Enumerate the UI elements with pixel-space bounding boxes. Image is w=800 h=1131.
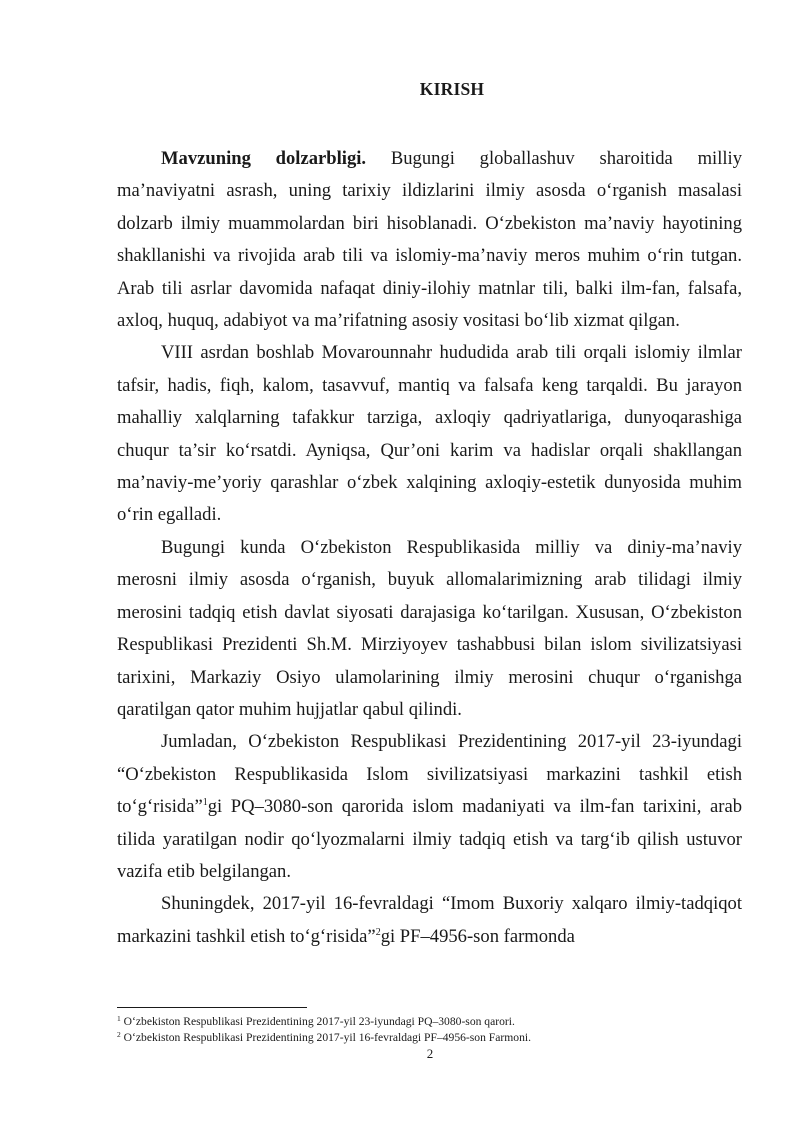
- body-text: [117, 143, 742, 953]
- footnote-text: O‘zbekiston Respublikasi Prezidentining 2017-yil 16-fevraldagi PF–4956-son Farmoni.: [120, 1031, 531, 1044]
- paragraph-history: [117, 337, 742, 531]
- paragraph-resolution: [117, 726, 742, 888]
- footnote-separator: [117, 1007, 307, 1008]
- footnote-text: O‘zbekiston Respublikasi Prezidentining 2017-yil 23-iyundagi PQ–3080-son qarori.: [120, 1015, 515, 1028]
- footnote-mark: 2: [117, 1030, 121, 1039]
- paragraph-relevance: [117, 143, 742, 337]
- paragraph-text: Bugungi globallashuv sharoitida milliy ma’naviyatni asrash, uning tarixiy ildizlarini ilmiy asosda o‘rganish masalasi dolzarb ilmiy muammolardan biri hisoblanadi. O‘zbekiston ma’naviy hayotining shakllanishi va rivojida arab tili va islomiy-ma’naviy meros muhim o‘rin tutgan. Arab tili asrlar davomida nafaqat diniy-ilohiy matnlar tili, balki ilm-fan, falsafa, axloq, huquq, adabiyot va ma’rifatning asosiy vositasi bo‘lib xizmat qilgan.: [117, 148, 742, 332]
- paragraph-text: gi PF–4956-son farmonda: [380, 925, 575, 947]
- section-title: KIRISH: [419, 79, 485, 99]
- paragraph-text: gi PQ–3080-son qarorida islom madaniyati va ilm-fan tarixini, arab tilida yaratilgan nodir qo‘lyozmalarni ilmiy tadqiq etish va targ‘ib qilish ustuvor vazifa etib belgilangan.: [117, 796, 742, 882]
- paragraph-lead: Mavzuning dolzarbligi.: [161, 148, 367, 169]
- footnote: [117, 1030, 742, 1046]
- footnote-reference[interactable]: 1: [202, 797, 208, 809]
- footnote-mark: 1: [117, 1014, 121, 1023]
- paragraph-text: Bugungi kunda O‘zbekiston Respublikasida milliy va diniy-ma’naviy merosni ilmiy asosda o‘rganish, buyuk allomalarimizning arab tilidagi ilmiy merosini tadqiq etish davlat siyosati darajasiga ko‘tarilgan. Xususan, O‘zbekiston Respublikasi Prezidenti Sh.M. Mirziyoyev tashabbusi bilan islom sivilizatsiyasi tarixini, Markaziy Osiyo ulamolarining ilmiy merosini chuqur o‘rganishga qaratilgan qator muhim hujjatlar qabul qilindi.: [117, 536, 742, 720]
- page-number: 2: [426, 1046, 434, 1061]
- paragraph-decree: [117, 888, 742, 953]
- paragraph-text: VIII asrdan boshlab Movarounnahr hududida arab tili orqali islomiy ilmlar tafsir, hadis, fiqh, kalom, tasavvuf, mantiq va falsafa keng tarqaldi. Bu jarayon mahalliy xalqlarning tafakkur tarziga, axloqiy qadriyatlariga, dunyoqarashiga chuqur ta’sir ko‘rsatdi. Ayniqsa, Qur’oni karim va hadislar orqali shakllangan ma’naviy-me’yoriy qarashlar o‘zbek xalqining axloqiy-estetik dunyosida muhim o‘rin egalladi.: [117, 342, 742, 526]
- paragraph-text: Shuningdek, 2017-yil 16-fevraldagi “Imom Buxoriy xalqaro ilmiy-tadqiqot markazini tashkil etish to‘g‘risida”: [117, 893, 742, 947]
- paragraph-state-policy: [117, 532, 742, 726]
- footnotes: [117, 1014, 742, 1046]
- paragraph-text: Jumladan, O‘zbekiston Respublikasi Prezidentining 2017-yil 23-iyundagi “O‘zbekiston Respublikasida Islom sivilizatsiyasi markazini tashkil etish to‘g‘risida”: [117, 731, 742, 818]
- footnote-reference[interactable]: 2: [375, 926, 381, 938]
- footnote: [117, 1014, 742, 1030]
